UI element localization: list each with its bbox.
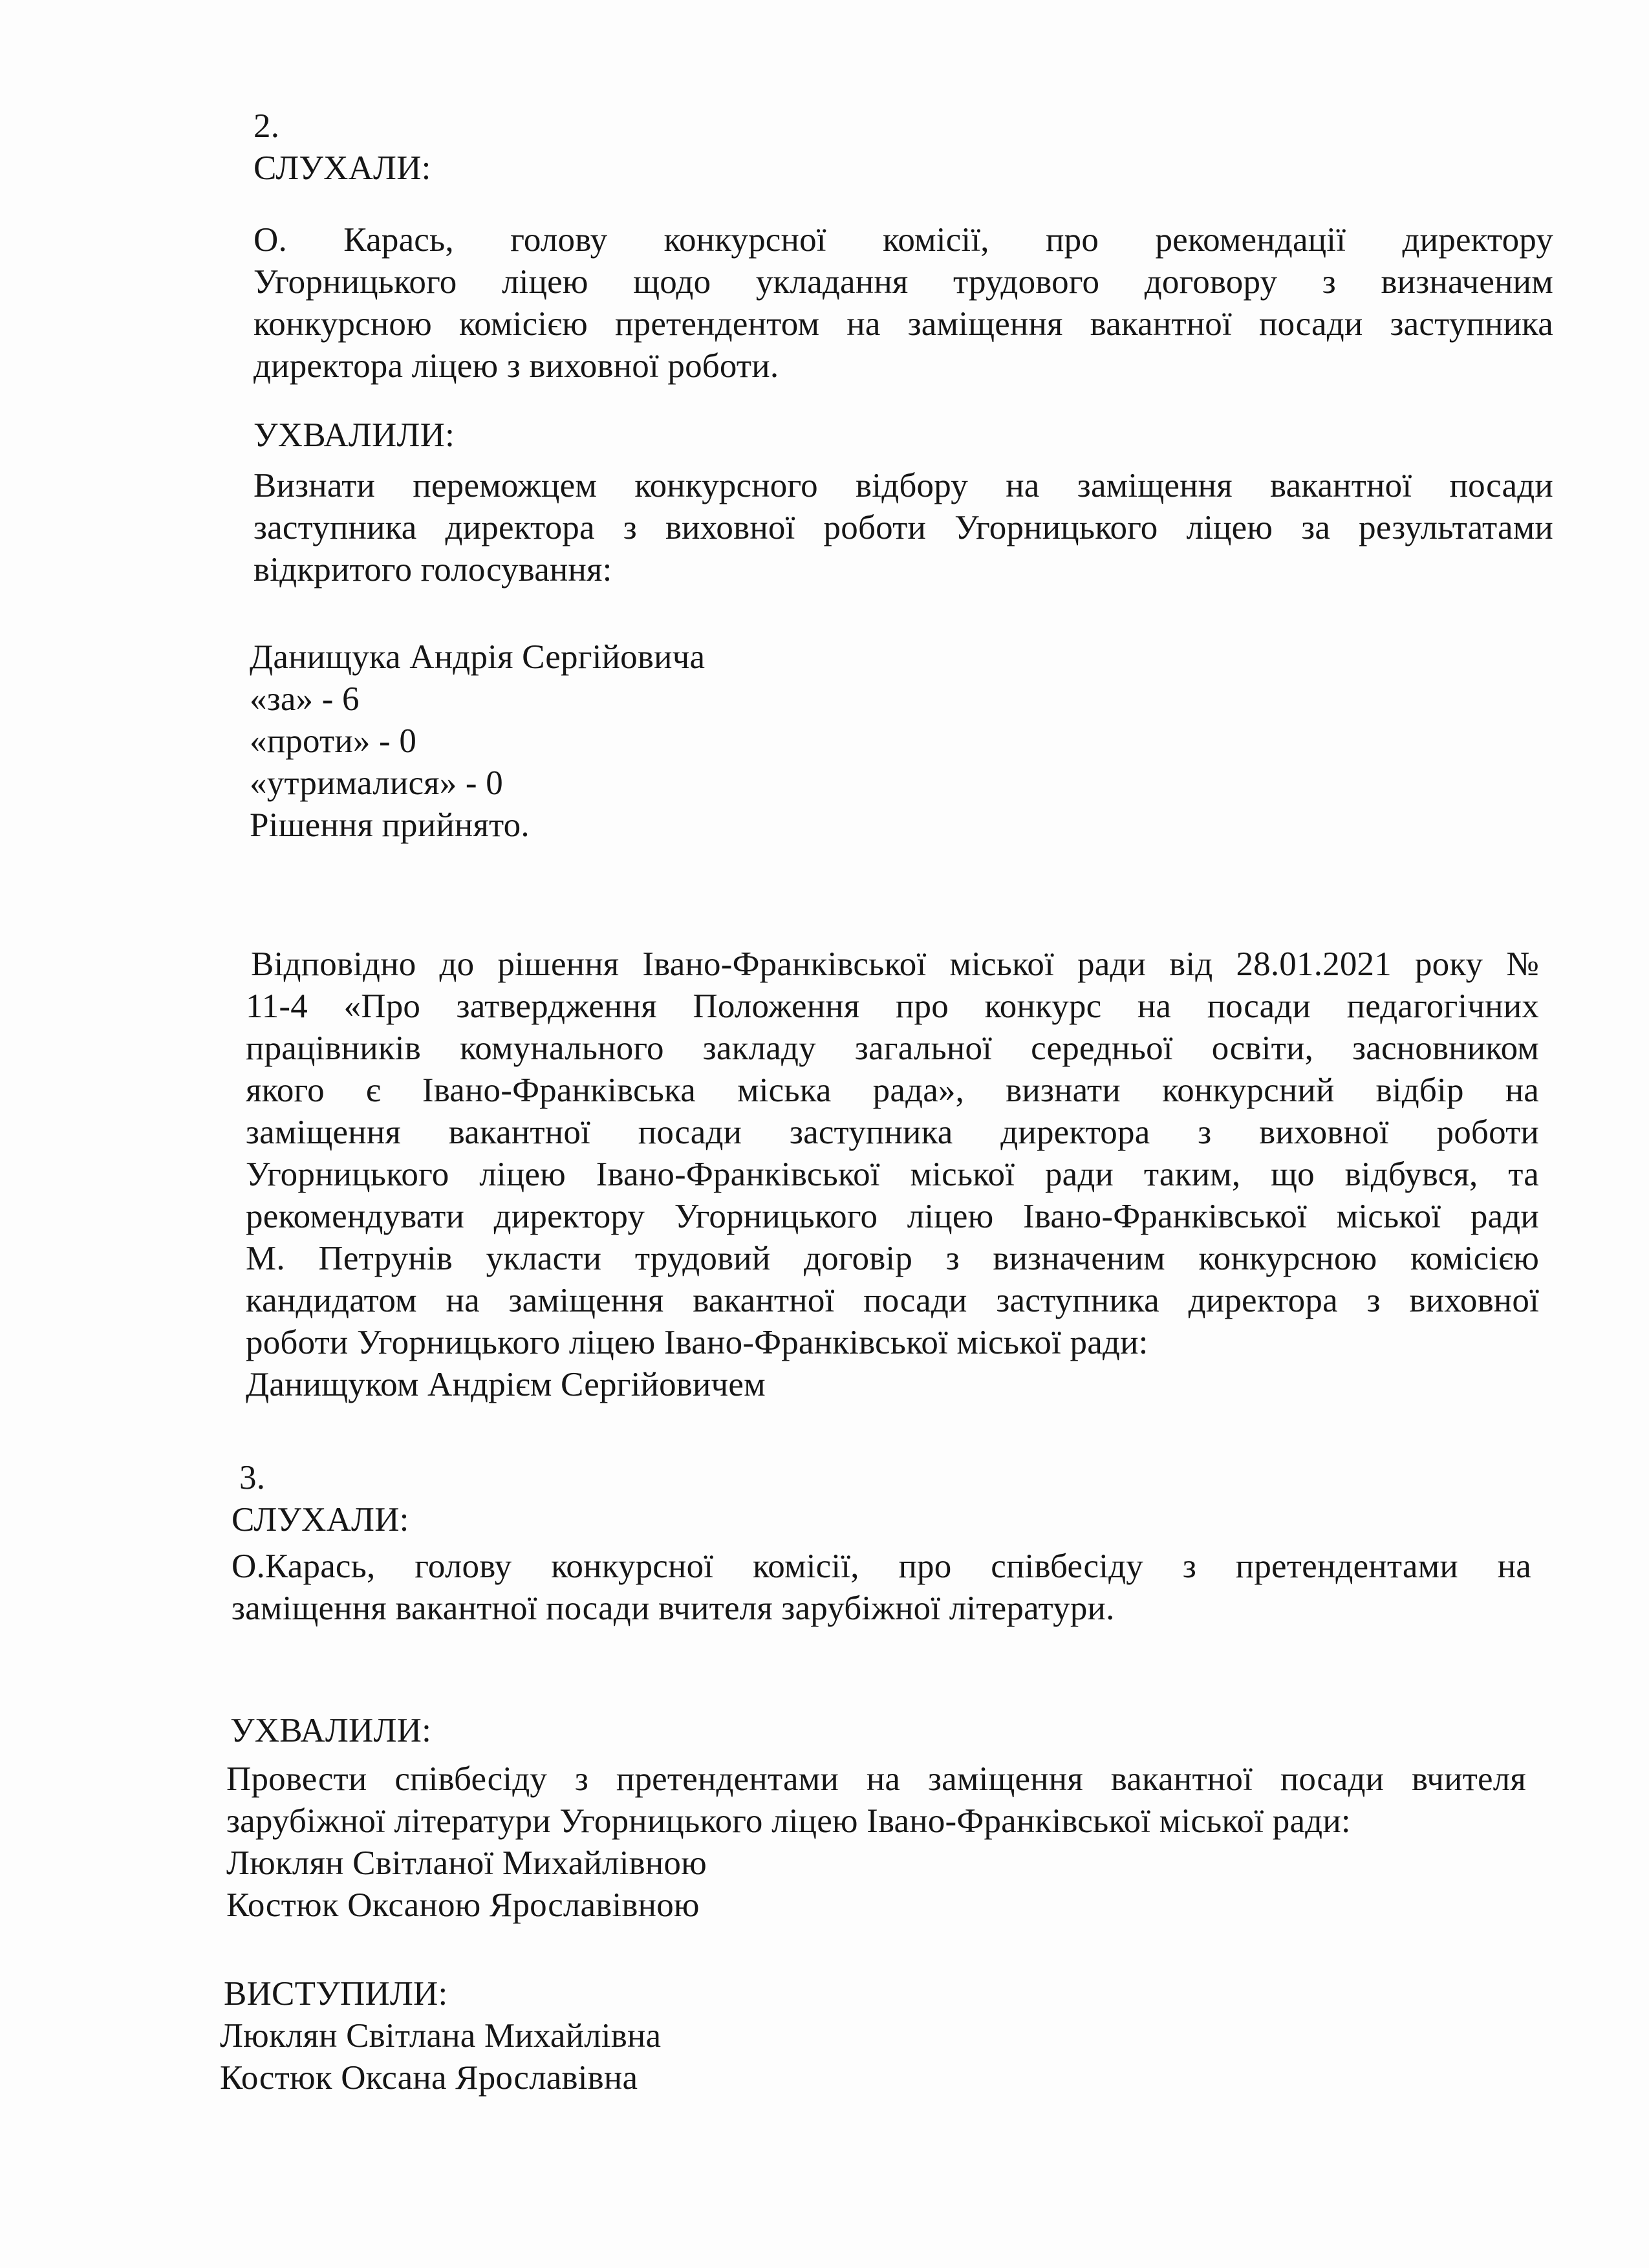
section-2-resolved-label: УХВАЛИЛИ: bbox=[253, 416, 455, 454]
vote-results bbox=[250, 678, 896, 847]
candidate-name: Люклян Світланої Михайлівною bbox=[226, 1844, 707, 1882]
heard-line: Угорницького ліцею щодо укладання трудового договору з визначеним bbox=[253, 263, 1553, 301]
conclusion-line: Данищуком Андрієм Сергійовичем bbox=[246, 1366, 766, 1403]
candidate-name: Костюк Оксаною Ярославівною bbox=[226, 1886, 700, 1924]
section-3-resolved-text bbox=[226, 1758, 1526, 1927]
conclusion-line: заміщення вакантної посади заступника директора з виховної роботи bbox=[246, 1114, 1539, 1151]
conclusion-line: 11-4 «Про затвердження Положення про конкурс на посади педагогічних bbox=[246, 988, 1539, 1025]
heard-line: О.Карась, голову конкурсної комісії, про співбесіду з претендентами на bbox=[232, 1548, 1531, 1585]
conclusion-line: кандидатом на заміщення вакантної посади заступника директора з виховної bbox=[246, 1282, 1539, 1319]
heard-line: директора ліцею з виховної роботи. bbox=[253, 347, 779, 385]
conclusion-line: рекомендувати директору Угорницького ліцею Івано-Франківської міської ради bbox=[246, 1198, 1539, 1235]
vote-for: «за» - 6 bbox=[250, 680, 360, 718]
speaker-name: Люклян Світлана Михайлівна bbox=[220, 2017, 662, 2055]
resolved-line: заступника директора з виховної роботи Угорницького ліцею за результатами bbox=[253, 509, 1553, 546]
heard-line: конкурсною комісією претендентом на заміщення вакантної посади заступника bbox=[253, 305, 1553, 343]
section-3-heard-text bbox=[232, 1546, 1531, 1630]
conclusion-line: Відповідно до рішення Івано-Франківської міської ради від 28.01.2021 року № bbox=[251, 945, 1539, 983]
speakers-list bbox=[220, 2015, 996, 2099]
section-3-number: 3. bbox=[239, 1459, 266, 1496]
heard-line: О. Карась, голову конкурсної комісії, про рекомендації директору bbox=[253, 221, 1553, 259]
section-2-resolved-text bbox=[253, 465, 1553, 591]
conclusion-line: якого є Івано-Франківська міська рада», визнати конкурсний відбір на bbox=[246, 1072, 1539, 1109]
section-3-spoke-label: ВИСТУПИЛИ: bbox=[224, 1975, 448, 2013]
conclusion-line: працівників комунального закладу загальної середньої освіти, засновником bbox=[246, 1030, 1539, 1067]
section-2-heard-text bbox=[253, 219, 1553, 387]
section-2-number: 2. bbox=[253, 107, 280, 145]
heard-line: заміщення вакантної посади вчителя зарубіжної літератури. bbox=[232, 1590, 1115, 1627]
conclusion-line: роботи Угорницького ліцею Івано-Франківської міської ради: bbox=[246, 1324, 1148, 1361]
resolved-line: зарубіжної літератури Угорницького ліцею Івано-Франківської міської ради: bbox=[226, 1802, 1351, 1840]
conclusion-line: М. Петрунів укласти трудовий договір з визначеним конкурсною комісією bbox=[246, 1240, 1539, 1277]
vote-against: «проти» - 0 bbox=[250, 722, 417, 760]
section-3-heard-label: СЛУХАЛИ: bbox=[232, 1501, 409, 1539]
vote-abstained: «утрималися» - 0 bbox=[250, 764, 503, 802]
section-3-resolved-label: УХВАЛИЛИ: bbox=[230, 1712, 432, 1749]
speaker-name: Костюк Оксана Ярославівна bbox=[220, 2059, 638, 2097]
decision-text: Рішення прийнято. bbox=[250, 806, 530, 844]
conclusion-paragraph bbox=[246, 944, 1539, 1406]
section-2-heard-label: СЛУХАЛИ: bbox=[253, 149, 431, 187]
resolved-line: Визнати переможцем конкурсного відбору на заміщення вакантної посади bbox=[253, 467, 1553, 504]
resolved-line: Провести співбесіду з претендентами на заміщення вакантної посади вчителя bbox=[226, 1760, 1526, 1798]
winner-name: Данищука Андрія Сергійовича bbox=[250, 638, 706, 676]
resolved-line: відкритого голосування: bbox=[253, 551, 612, 589]
conclusion-line: Угорницького ліцею Івано-Франківської міської ради таким, що відбувся, та bbox=[246, 1156, 1539, 1193]
